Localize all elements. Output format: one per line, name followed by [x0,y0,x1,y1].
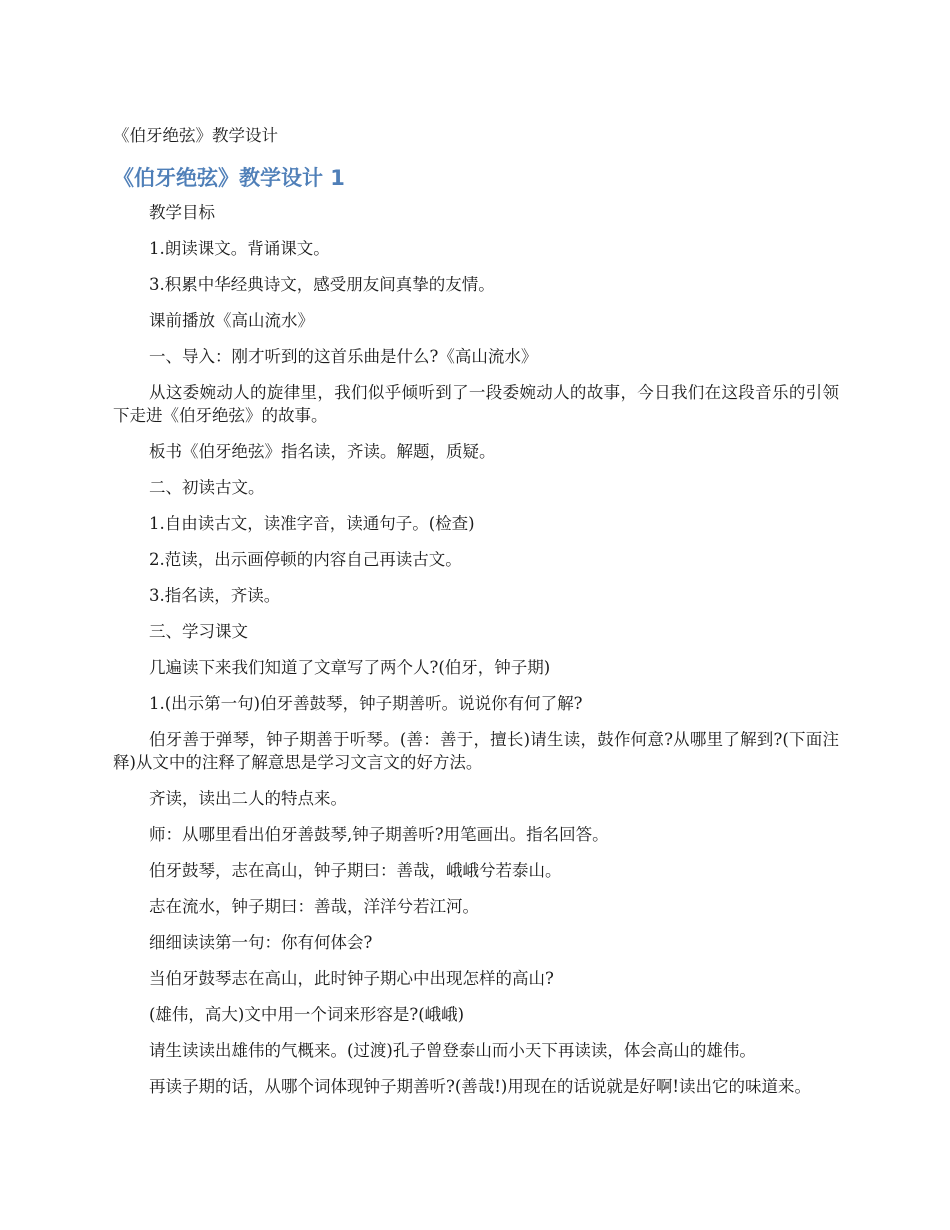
document-body [113,201,839,1111]
paragraph: 几遍读下来我们知道了文章写了两个人?(伯牙，钟子期) [149,658,551,677]
paragraph: 3.指名读，齐读。 [149,586,281,605]
paragraph: 伯牙善于弹琴，钟子期善于听琴。(善：善于，擅长)请生读，鼓作何意?从哪里了解到?(下面注释)从文中的注释了解意思是学习文言文的好方法。 [113,730,839,772]
paragraph: 再读子期的话，从哪个词体现钟子期善听?(善哉!)用现在的话说就是好啊!读出它的味道来。 [149,1077,811,1096]
paragraph: 请生读读出雄伟的气概来。(过渡)孔子曾登泰山而小天下再读读，体会高山的雄伟。 [149,1041,756,1060]
paragraph: 1.自由读古文，读准字音，读通句子。(检查) [149,514,475,533]
paragraph: 伯牙鼓琴，志在高山，钟子期曰：善哉，峨峨兮若泰山。 [149,861,562,880]
section-heading: 《伯牙绝弦》教学设计 1 [113,166,345,190]
paragraph: 1.朗读课文。背诵课文。 [149,239,330,258]
paragraph: 细细读读第一句：你有何体会? [149,933,373,952]
paragraph: (雄伟，高大)文中用一个词来形容是?(峨峨) [149,1005,465,1024]
paragraph: 齐读，读出二人的特点来。 [149,789,347,808]
paragraph: 板书《伯牙绝弦》指名读，齐读。解题，质疑。 [149,442,496,461]
paragraph: 教学目标 [149,203,215,222]
paragraph: 一、导入：刚才听到的这首乐曲是什么?《高山流水》 [149,347,538,366]
paragraph: 志在流水，钟子期曰：善哉，洋洋兮若江河。 [149,897,479,916]
paragraph: 2.范读，出示画停顿的内容自己再读古文。 [149,550,462,569]
paragraph: 3.积累中华经典诗文，感受朋友间真挚的友情。 [149,275,495,294]
paragraph: 当伯牙鼓琴志在高山，此时钟子期心中出现怎样的高山? [149,969,554,988]
paragraph: 1.(出示第一句)伯牙善鼓琴，钟子期善听。说说你有何了解? [149,694,583,713]
paragraph: 从这委婉动人的旋律里，我们似乎倾听到了一段委婉动人的故事，今日我们在这段音乐的引领下走进《伯牙绝弦》的故事。 [113,383,839,425]
document-title: 《伯牙绝弦》教学设计 [113,126,278,145]
paragraph: 二、初读古文。 [149,478,265,497]
paragraph: 师：从哪里看出伯牙善鼓琴,钟子期善听?用笔画出。指名回答。 [149,825,609,844]
paragraph: 课前播放《高山流水》 [149,311,314,330]
paragraph: 三、学习课文 [149,622,248,641]
